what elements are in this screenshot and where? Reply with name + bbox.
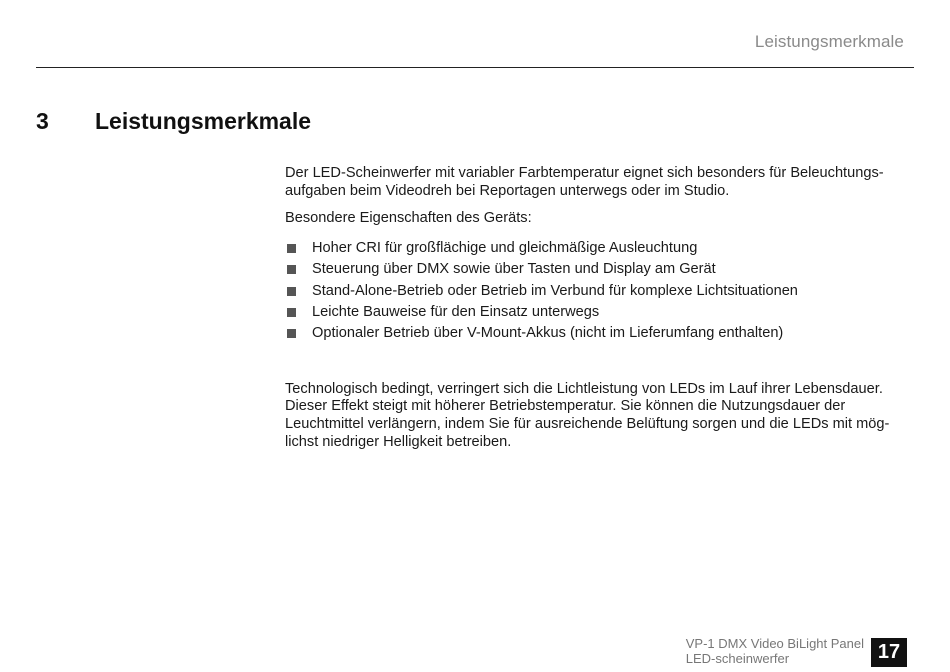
square-bullet-icon — [287, 244, 296, 253]
features-lead: Besondere Eigenschaften des Geräts: — [285, 210, 532, 227]
intro-paragraph: Der LED-Scheinwerfer mit variabler Farbtemperatur eignet sich besonders für Beleuchtungs- aufgaben beim Videodreh bei Reportagen unterwegs oder im Studio. — [285, 165, 884, 199]
note-paragraph: Technologisch bedingt, verringert sich die Lichtleistung von LEDs im Lauf ihrer Lebensdauer. Dieser Effekt steigt mit höherer Betriebstemperatur. Sie können die Nutzungsdauer der Leuchtmittel verlängern, indem Sie für ausreichende Belüftung sorgen und die LEDs mit mög- lichst niedriger Helligkeit betreiben. — [285, 380, 890, 450]
chapter-title: Leistungsmerkmale — [95, 108, 312, 134]
page-number: 17 — [871, 638, 907, 667]
square-bullet-icon — [287, 265, 296, 274]
feature-list — [285, 238, 910, 345]
feature-text: Optionaler Betrieb über V-Mount-Akkus (nicht im Lieferumfang enthalten) — [312, 325, 784, 342]
square-bullet-icon — [287, 287, 296, 296]
running-header: Leistungsmerkmale — [754, 32, 904, 51]
footer-product-line1: VP-1 DMX Video BiLight Panel — [685, 636, 864, 651]
feature-text: Hoher CRI für großflächige und gleichmäßige Ausleuchtung — [312, 239, 698, 256]
square-bullet-icon — [287, 308, 296, 317]
list-item — [285, 259, 910, 280]
body-text — [285, 165, 910, 451]
list-item — [285, 302, 910, 323]
square-bullet-icon — [287, 329, 296, 338]
feature-text: Leichte Bauweise für den Einsatz unterwegs — [312, 303, 600, 320]
list-item — [285, 323, 910, 344]
feature-text: Steuerung über DMX sowie über Tasten und Display am Gerät — [312, 261, 716, 278]
list-item — [285, 238, 910, 259]
footer-product — [686, 636, 864, 666]
footer-product-line2: LED-scheinwerfer — [685, 651, 790, 666]
feature-text: Stand-Alone-Betrieb oder Betrieb im Verbund für komplexe Lichtsituationen — [312, 282, 798, 299]
chapter-number: 3 — [36, 108, 49, 134]
list-item — [285, 281, 910, 302]
header-divider — [36, 67, 914, 68]
